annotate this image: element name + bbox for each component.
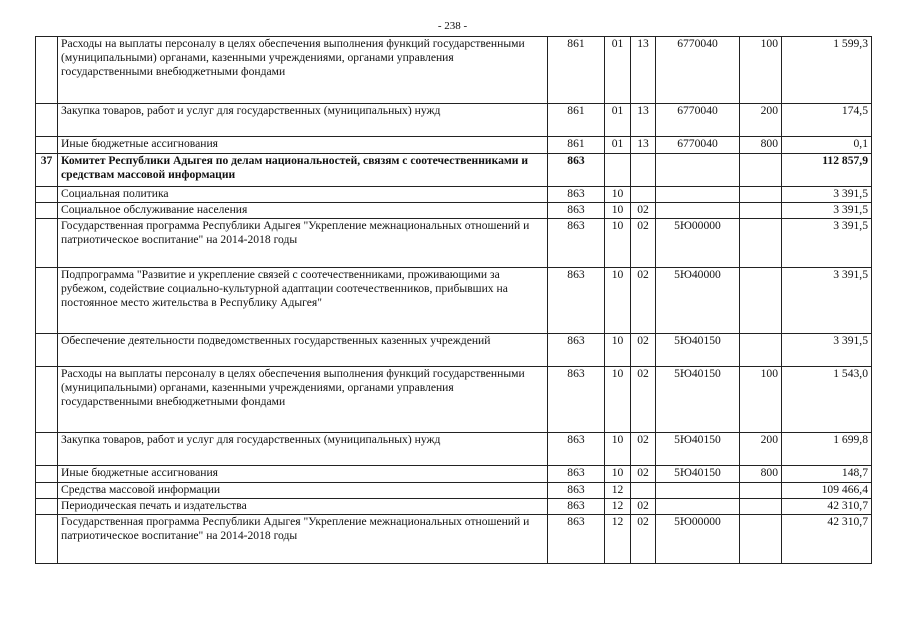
row-number <box>36 187 58 203</box>
table-row <box>36 483 872 499</box>
row-subsection-code: 02 <box>631 219 656 268</box>
row-name: Обеспечение деятельности подведомственных государственных казенных учреждений <box>58 334 548 367</box>
row-section-code <box>605 154 631 187</box>
table-row <box>36 515 872 564</box>
row-number <box>36 515 58 564</box>
row-section-code: 10 <box>605 187 631 203</box>
row-name: Периодическая печать и издательства <box>58 499 548 515</box>
row-department-code: 863 <box>548 203 605 219</box>
row-article-code: 6770040 <box>656 37 740 104</box>
row-expense-type <box>740 483 782 499</box>
row-subsection-code <box>631 154 656 187</box>
row-amount: 1 599,3 <box>782 37 872 104</box>
row-number: 37 <box>36 154 58 187</box>
table-row <box>36 367 872 433</box>
row-amount: 3 391,5 <box>782 203 872 219</box>
row-name: Средства массовой информации <box>58 483 548 499</box>
row-department-code: 863 <box>548 268 605 334</box>
row-section-code: 10 <box>605 367 631 433</box>
row-number <box>36 433 58 466</box>
table-row <box>36 466 872 483</box>
row-section-code: 01 <box>605 104 631 137</box>
table-row <box>36 37 872 104</box>
row-subsection-code: 13 <box>631 137 656 154</box>
row-expense-type <box>740 187 782 203</box>
row-section-code: 01 <box>605 37 631 104</box>
row-article-code: 5Ю00000 <box>656 219 740 268</box>
row-article-code: 5Ю00000 <box>656 515 740 564</box>
row-article-code: 5Ю40150 <box>656 334 740 367</box>
row-number <box>36 104 58 137</box>
row-name: Комитет Республики Адыгея по делам национальностей, связям с соотечественниками и средствам массовой информации <box>58 154 548 187</box>
row-expense-type <box>740 515 782 564</box>
row-expense-type <box>740 334 782 367</box>
table-row <box>36 187 872 203</box>
table-row <box>36 154 872 187</box>
row-department-code: 863 <box>548 515 605 564</box>
row-article-code: 5Ю40150 <box>656 433 740 466</box>
row-name: Социальная политика <box>58 187 548 203</box>
row-article-code <box>656 203 740 219</box>
row-subsection-code: 13 <box>631 37 656 104</box>
row-subsection-code: 02 <box>631 367 656 433</box>
row-name: Иные бюджетные ассигнования <box>58 137 548 154</box>
row-subsection-code: 02 <box>631 466 656 483</box>
row-department-code: 863 <box>548 483 605 499</box>
row-subsection-code: 02 <box>631 433 656 466</box>
row-article-code: 5Ю40150 <box>656 367 740 433</box>
row-amount: 3 391,5 <box>782 187 872 203</box>
row-expense-type <box>740 154 782 187</box>
row-department-code: 863 <box>548 367 605 433</box>
row-subsection-code <box>631 187 656 203</box>
row-number <box>36 334 58 367</box>
row-department-code: 863 <box>548 219 605 268</box>
row-expense-type: 200 <box>740 104 782 137</box>
row-department-code: 863 <box>548 334 605 367</box>
table-row <box>36 219 872 268</box>
row-section-code: 10 <box>605 334 631 367</box>
row-number <box>36 203 58 219</box>
row-amount: 1 699,8 <box>782 433 872 466</box>
row-number <box>36 268 58 334</box>
row-section-code: 10 <box>605 268 631 334</box>
row-article-code <box>656 187 740 203</box>
row-amount: 3 391,5 <box>782 219 872 268</box>
table-row <box>36 104 872 137</box>
row-article-code <box>656 483 740 499</box>
row-department-code: 863 <box>548 466 605 483</box>
row-expense-type: 100 <box>740 367 782 433</box>
page-number: - 238 - <box>437 20 468 32</box>
row-section-code: 12 <box>605 483 631 499</box>
row-expense-type: 100 <box>740 37 782 104</box>
row-expense-type <box>740 499 782 515</box>
row-name: Закупка товаров, работ и услуг для государственных (муниципальных) нужд <box>58 433 548 466</box>
row-number <box>36 499 58 515</box>
row-amount: 42 310,7 <box>782 515 872 564</box>
row-article-code: 5Ю40000 <box>656 268 740 334</box>
row-expense-type: 200 <box>740 433 782 466</box>
row-name: Социальное обслуживание населения <box>58 203 548 219</box>
row-name: Государственная программа Республики Адыгея "Укрепление межнациональных отношений и патриотическое воспитание" на 2014-2018 годы <box>58 219 548 268</box>
row-section-code: 01 <box>605 137 631 154</box>
row-department-code: 863 <box>548 154 605 187</box>
row-expense-type <box>740 219 782 268</box>
row-number <box>36 367 58 433</box>
row-department-code: 861 <box>548 104 605 137</box>
row-name: Расходы на выплаты персоналу в целях обеспечения выполнения функций государственными (муниципальными) органами, казенными учреждениями, органами управления государственными внебюджетными фондами <box>58 367 548 433</box>
row-expense-type: 800 <box>740 466 782 483</box>
row-article-code: 5Ю40150 <box>656 466 740 483</box>
row-amount: 112 857,9 <box>782 154 872 187</box>
table-row <box>36 203 872 219</box>
row-name: Иные бюджетные ассигнования <box>58 466 548 483</box>
table-row <box>36 499 872 515</box>
row-name: Государственная программа Республики Адыгея "Укрепление межнациональных отношений и патриотическое воспитание" на 2014-2018 годы <box>58 515 548 564</box>
row-number <box>36 466 58 483</box>
table-row <box>36 137 872 154</box>
row-amount: 42 310,7 <box>782 499 872 515</box>
row-section-code: 12 <box>605 515 631 564</box>
row-expense-type <box>740 268 782 334</box>
row-amount: 0,1 <box>782 137 872 154</box>
row-amount: 148,7 <box>782 466 872 483</box>
row-subsection-code: 13 <box>631 104 656 137</box>
row-article-code: 6770040 <box>656 104 740 137</box>
row-department-code: 863 <box>548 499 605 515</box>
row-department-code: 863 <box>548 187 605 203</box>
row-name: Подпрограмма "Развитие и укрепление связей с соотечественниками, проживающими за рубежом, содействие социально-культурной адаптации соотечественников, прибывших на постоянное место жительства в Республику Адыгея" <box>58 268 548 334</box>
row-article-code <box>656 154 740 187</box>
row-section-code: 10 <box>605 219 631 268</box>
budget-table <box>35 36 872 564</box>
row-expense-type: 800 <box>740 137 782 154</box>
row-subsection-code: 02 <box>631 334 656 367</box>
table-row <box>36 268 872 334</box>
row-name: Расходы на выплаты персоналу в целях обеспечения выполнения функций государственными (муниципальными) органами, казенными учреждениями, органами управления государственными внебюджетными фондами <box>58 37 548 104</box>
row-section-code: 10 <box>605 433 631 466</box>
row-subsection-code: 02 <box>631 268 656 334</box>
row-subsection-code <box>631 483 656 499</box>
row-amount: 1 543,0 <box>782 367 872 433</box>
row-number <box>36 483 58 499</box>
row-department-code: 861 <box>548 37 605 104</box>
row-subsection-code: 02 <box>631 203 656 219</box>
row-amount: 3 391,5 <box>782 334 872 367</box>
row-article-code <box>656 499 740 515</box>
table-row <box>36 433 872 466</box>
row-section-code: 10 <box>605 203 631 219</box>
row-number <box>36 219 58 268</box>
row-number <box>36 37 58 104</box>
row-number <box>36 137 58 154</box>
table-row <box>36 334 872 367</box>
row-department-code: 863 <box>548 433 605 466</box>
row-amount: 3 391,5 <box>782 268 872 334</box>
row-subsection-code: 02 <box>631 499 656 515</box>
row-expense-type <box>740 203 782 219</box>
row-section-code: 12 <box>605 499 631 515</box>
row-subsection-code: 02 <box>631 515 656 564</box>
row-section-code: 10 <box>605 466 631 483</box>
row-amount: 109 466,4 <box>782 483 872 499</box>
row-article-code: 6770040 <box>656 137 740 154</box>
row-amount: 174,5 <box>782 104 872 137</box>
row-name: Закупка товаров, работ и услуг для государственных (муниципальных) нужд <box>58 104 548 137</box>
row-department-code: 861 <box>548 137 605 154</box>
